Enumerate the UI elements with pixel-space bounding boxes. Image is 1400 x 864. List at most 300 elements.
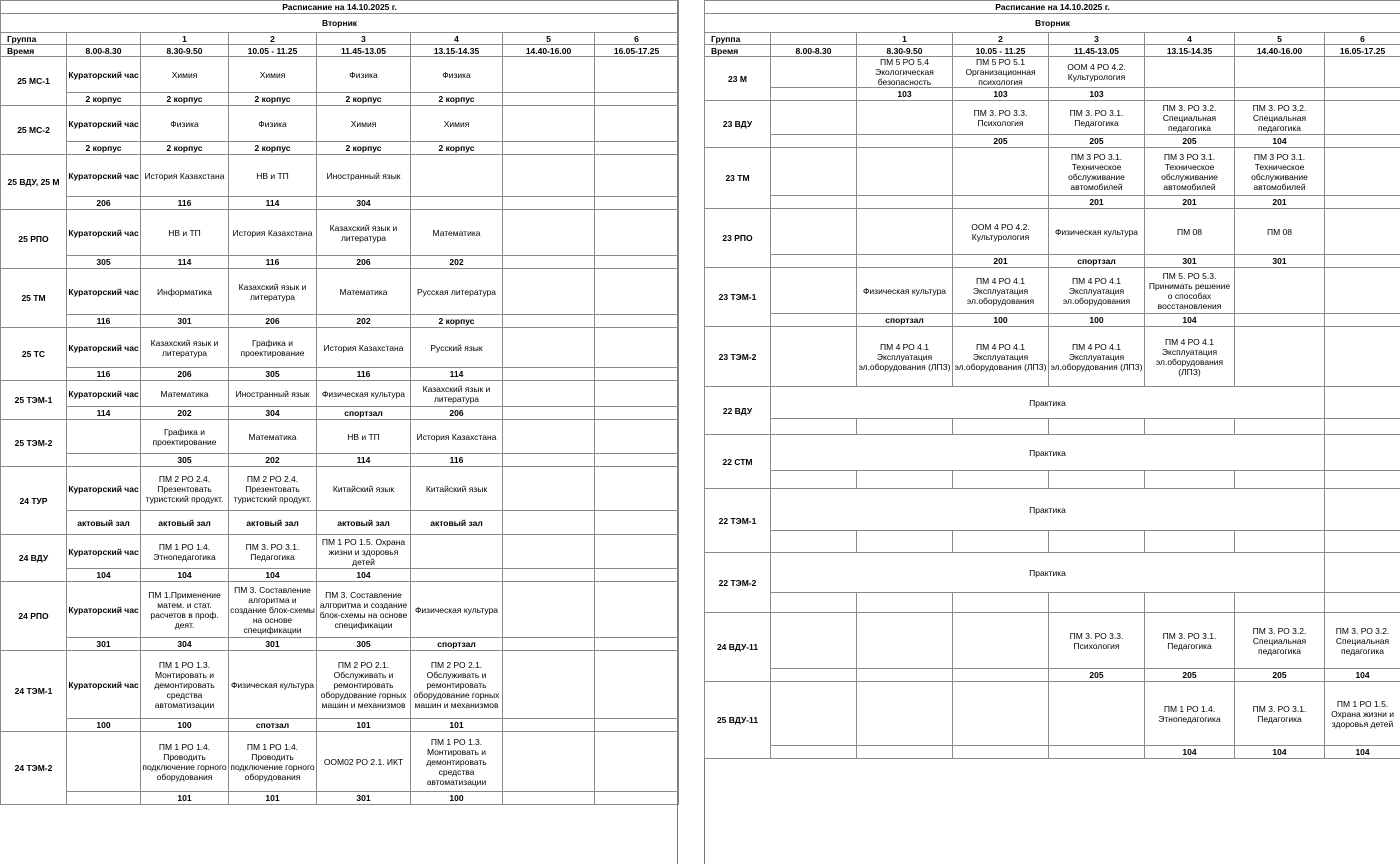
room-cell: 116 bbox=[317, 368, 411, 381]
group-room-row bbox=[705, 88, 1400, 101]
subject-cell bbox=[595, 269, 679, 315]
room-cell: 104 bbox=[1145, 314, 1235, 327]
room-cell: 201 bbox=[1145, 196, 1235, 209]
group-room-row bbox=[705, 314, 1400, 327]
subject-cell bbox=[503, 420, 595, 454]
time-header-row bbox=[1, 45, 679, 57]
room-cell bbox=[953, 669, 1049, 682]
room-cell bbox=[503, 511, 595, 535]
left-schedule-sheet bbox=[0, 0, 678, 805]
subject-cell: Казахский язык и литература bbox=[141, 328, 229, 368]
group-room-row bbox=[705, 531, 1400, 553]
schedule-cell bbox=[1325, 553, 1400, 593]
subject-cell: Иностранный язык bbox=[229, 381, 317, 407]
room-cell bbox=[595, 719, 679, 732]
room-cell: 2 корпус bbox=[317, 93, 411, 106]
room-cell bbox=[1145, 531, 1235, 553]
room-cell bbox=[503, 792, 595, 805]
room-cell: 104 bbox=[317, 569, 411, 582]
group-room-row bbox=[1, 407, 679, 420]
room-cell: 104 bbox=[1325, 669, 1400, 682]
title-row bbox=[705, 1, 1400, 14]
room-cell: 104 bbox=[1145, 746, 1235, 759]
pair-number: 1 bbox=[857, 33, 953, 45]
group-room-row bbox=[1, 511, 679, 535]
subject-cell bbox=[771, 57, 857, 88]
room-cell: 2 корпус bbox=[317, 142, 411, 155]
room-cell bbox=[1145, 471, 1235, 489]
room-cell bbox=[595, 569, 679, 582]
room-cell bbox=[857, 593, 953, 613]
group-subject-row bbox=[1, 420, 679, 454]
room-cell: 104 bbox=[67, 569, 141, 582]
subject-cell: ПМ 1 РО 1.5. Охрана жизни и здоровья детей bbox=[317, 535, 411, 569]
room-cell: 206 bbox=[411, 407, 503, 420]
subject-cell: Физика bbox=[411, 57, 503, 93]
group-name: 23 М bbox=[705, 57, 771, 101]
subject-cell: ООМ02 РО 2.1. ИКТ bbox=[317, 732, 411, 792]
subject-cell: Химия bbox=[229, 57, 317, 93]
subject-cell bbox=[953, 682, 1049, 746]
group-subject-row bbox=[1, 269, 679, 315]
room-cell: 101 bbox=[229, 792, 317, 805]
room-cell bbox=[503, 197, 595, 210]
group-room-row bbox=[1, 454, 679, 467]
subject-cell: Информатика bbox=[141, 269, 229, 315]
time-header: Время bbox=[705, 45, 771, 57]
subject-cell: ПМ 3. РО 3.3. Психология bbox=[1049, 613, 1145, 669]
room-cell bbox=[771, 471, 857, 489]
room-cell: 206 bbox=[67, 197, 141, 210]
subject-cell: Математика bbox=[229, 420, 317, 454]
subject-cell bbox=[503, 210, 595, 256]
subject-cell: Китайский язык bbox=[411, 467, 503, 511]
room-cell: 100 bbox=[411, 792, 503, 805]
practice-label: Практика bbox=[771, 387, 1325, 419]
subject-cell bbox=[953, 148, 1049, 196]
group-name: 24 ТУР bbox=[1, 467, 67, 535]
subject-cell bbox=[503, 57, 595, 93]
group-room-row bbox=[1, 638, 679, 651]
subject-cell: История Казахстана bbox=[411, 420, 503, 454]
subject-cell: ПМ 2 РО 2.1. Обслуживать и ремонтировать оборудование горных машин и механизмов bbox=[317, 651, 411, 719]
room-cell: 2 корпус bbox=[229, 142, 317, 155]
room-cell bbox=[595, 256, 679, 269]
group-subject-row bbox=[705, 613, 1400, 669]
room-cell bbox=[1325, 135, 1400, 148]
room-cell: 100 bbox=[1049, 314, 1145, 327]
subject-cell bbox=[1049, 682, 1145, 746]
subject-cell bbox=[595, 535, 679, 569]
subject-cell bbox=[595, 651, 679, 719]
room-cell bbox=[595, 407, 679, 420]
curator-hour-cell: Кураторский час bbox=[67, 582, 141, 638]
subject-cell: ООМ 4 РО 4.2. Культурология bbox=[953, 209, 1049, 255]
subject-cell bbox=[503, 381, 595, 407]
room-cell bbox=[771, 196, 857, 209]
room-cell: 103 bbox=[857, 88, 953, 101]
subject-cell bbox=[1325, 57, 1400, 88]
room-cell: 104 bbox=[1235, 135, 1325, 148]
group-subject-row bbox=[705, 209, 1400, 255]
subject-cell: ПМ 1 РО 1.3. Монтировать и демонтировать средства автоматизации bbox=[411, 732, 503, 792]
group-subject-row bbox=[1, 106, 679, 142]
room-cell: 2 корпус bbox=[141, 93, 229, 106]
subject-cell: ПМ 3 РО 3.1. Техническое обслуживание автомобилей bbox=[1049, 148, 1145, 196]
group-room-row bbox=[705, 471, 1400, 489]
subject-cell bbox=[503, 651, 595, 719]
time-slot: 13.15-14.35 bbox=[411, 45, 503, 57]
room-cell: 114 bbox=[229, 197, 317, 210]
right-schedule-sheet bbox=[704, 0, 1400, 759]
room-cell bbox=[1325, 593, 1400, 613]
subject-cell: ПМ 3. РО 3.1. Педагогика bbox=[1235, 682, 1325, 746]
room-cell: 301 bbox=[1145, 255, 1235, 268]
title-row bbox=[1, 1, 679, 14]
subject-cell: История Казахстана bbox=[317, 328, 411, 368]
subject-cell bbox=[857, 209, 953, 255]
room-cell bbox=[1235, 531, 1325, 553]
practice-label: Практика bbox=[771, 489, 1325, 531]
room-cell: спортзал bbox=[857, 314, 953, 327]
subject-cell: Физическая культура bbox=[857, 268, 953, 314]
room-cell bbox=[953, 196, 1049, 209]
room-cell: 114 bbox=[411, 368, 503, 381]
group-name: 23 ВДУ bbox=[705, 101, 771, 148]
room-cell bbox=[67, 454, 141, 467]
group-subject-row bbox=[705, 101, 1400, 135]
room-cell: актовый зал bbox=[67, 511, 141, 535]
room-cell bbox=[1325, 471, 1400, 489]
group-name: 25 ТС bbox=[1, 328, 67, 381]
room-cell bbox=[595, 511, 679, 535]
room-cell bbox=[1325, 255, 1400, 268]
room-cell bbox=[1325, 196, 1400, 209]
group-subject-row bbox=[1, 57, 679, 93]
curator-hour-cell: Кураторский час bbox=[67, 381, 141, 407]
group-subject-row bbox=[705, 682, 1400, 746]
subject-cell bbox=[771, 209, 857, 255]
subject-cell: Физическая культура bbox=[411, 582, 503, 638]
room-cell bbox=[771, 593, 857, 613]
time-slot: 8.30-9.50 bbox=[141, 45, 229, 57]
subject-cell bbox=[67, 732, 141, 792]
group-name: 25 ТЭМ-2 bbox=[1, 420, 67, 467]
room-cell: 114 bbox=[67, 407, 141, 420]
subject-cell bbox=[595, 57, 679, 93]
subject-cell bbox=[857, 101, 953, 135]
pair-number bbox=[771, 33, 857, 45]
subject-cell bbox=[1325, 209, 1400, 255]
subject-cell: История Казахстана bbox=[141, 155, 229, 197]
room-cell bbox=[503, 142, 595, 155]
room-cell: 305 bbox=[317, 638, 411, 651]
room-cell bbox=[857, 135, 953, 148]
right-schedule-table bbox=[704, 0, 1400, 759]
room-cell bbox=[411, 569, 503, 582]
group-subject-row bbox=[1, 732, 679, 792]
subject-cell bbox=[1325, 101, 1400, 135]
room-cell bbox=[1049, 471, 1145, 489]
room-cell bbox=[503, 368, 595, 381]
room-cell: 2 корпус bbox=[229, 93, 317, 106]
subject-cell: Физика bbox=[317, 57, 411, 93]
room-cell: 301 bbox=[317, 792, 411, 805]
room-cell: 206 bbox=[141, 368, 229, 381]
schedule-title: Расписание на 14.10.2025 г. bbox=[1, 1, 679, 14]
room-cell: 116 bbox=[141, 197, 229, 210]
time-slot: 16.05-17.25 bbox=[595, 45, 679, 57]
subject-cell bbox=[1325, 268, 1400, 314]
group-room-row bbox=[1, 142, 679, 155]
subject-cell bbox=[595, 155, 679, 197]
room-cell bbox=[595, 315, 679, 328]
practice-label: Практика bbox=[771, 553, 1325, 593]
time-slot: 8.00-8.30 bbox=[771, 45, 857, 57]
room-cell: 104 bbox=[1235, 746, 1325, 759]
subject-cell bbox=[503, 582, 595, 638]
subject-cell: Казахский язык и литература bbox=[317, 210, 411, 256]
group-room-row bbox=[705, 593, 1400, 613]
time-slot: 14.40-16.00 bbox=[1235, 45, 1325, 57]
pair-header-row bbox=[1, 33, 679, 45]
room-cell: 116 bbox=[67, 315, 141, 328]
subject-cell: ПМ 3. РО 3.2. Специальная педагогика bbox=[1235, 101, 1325, 135]
room-cell: 201 bbox=[953, 255, 1049, 268]
room-cell bbox=[771, 669, 857, 682]
room-cell bbox=[595, 197, 679, 210]
room-cell bbox=[857, 746, 953, 759]
subject-cell bbox=[595, 106, 679, 142]
time-header: Время bbox=[1, 45, 67, 57]
subject-cell: ПМ 4 РО 4.1 Эксплуатация эл.оборудования (ЛПЗ) bbox=[857, 327, 953, 387]
pair-number bbox=[67, 33, 141, 45]
subject-cell: ПМ 1 РО 1.4. Этнопедагогика bbox=[1145, 682, 1235, 746]
room-cell: 206 bbox=[317, 256, 411, 269]
room-cell: 2 корпус bbox=[67, 93, 141, 106]
room-cell: 103 bbox=[953, 88, 1049, 101]
group-name: 25 ТЭМ-1 bbox=[1, 381, 67, 420]
pair-number: 3 bbox=[1049, 33, 1145, 45]
room-cell bbox=[771, 255, 857, 268]
day-row bbox=[705, 14, 1400, 33]
time-slot: 11.45-13.05 bbox=[1049, 45, 1145, 57]
pair-number: 6 bbox=[595, 33, 679, 45]
room-cell: 2 корпус bbox=[411, 315, 503, 328]
room-cell: 202 bbox=[411, 256, 503, 269]
room-cell: 305 bbox=[141, 454, 229, 467]
room-cell bbox=[1325, 419, 1400, 435]
time-slot: 16.05-17.25 bbox=[1325, 45, 1400, 57]
group-room-row bbox=[705, 746, 1400, 759]
subject-cell: ПМ 3. РО 3.2. Специальная педагогика bbox=[1145, 101, 1235, 135]
room-cell bbox=[67, 792, 141, 805]
group-name: 23 ТЭМ-2 bbox=[705, 327, 771, 387]
room-cell bbox=[595, 368, 679, 381]
subject-cell bbox=[503, 535, 595, 569]
room-cell bbox=[503, 638, 595, 651]
schedule-title: Расписание на 14.10.2025 г. bbox=[705, 1, 1400, 14]
group-subject-row bbox=[1, 328, 679, 368]
room-cell bbox=[857, 419, 953, 435]
subject-cell: Химия bbox=[411, 106, 503, 142]
group-name: 24 ВДУ-11 bbox=[705, 613, 771, 682]
schedule-cell bbox=[1325, 387, 1400, 419]
room-cell: 114 bbox=[317, 454, 411, 467]
group-subject-row bbox=[705, 489, 1400, 531]
subject-cell: НВ и ТП bbox=[229, 155, 317, 197]
group-room-row bbox=[1, 719, 679, 732]
room-cell: 101 bbox=[411, 719, 503, 732]
subject-cell bbox=[595, 381, 679, 407]
subject-cell: Графика и проектирование bbox=[229, 328, 317, 368]
group-subject-row bbox=[1, 535, 679, 569]
subject-cell bbox=[857, 148, 953, 196]
subject-cell bbox=[1235, 327, 1325, 387]
group-name: 24 ВДУ bbox=[1, 535, 67, 582]
room-cell bbox=[1235, 593, 1325, 613]
subject-cell bbox=[67, 420, 141, 454]
group-subject-row bbox=[1, 651, 679, 719]
room-cell: 304 bbox=[141, 638, 229, 651]
group-name: 24 ТЭМ-1 bbox=[1, 651, 67, 732]
pair-number: 5 bbox=[503, 33, 595, 45]
room-cell bbox=[771, 531, 857, 553]
room-cell bbox=[1049, 531, 1145, 553]
room-cell: 100 bbox=[953, 314, 1049, 327]
room-cell bbox=[503, 569, 595, 582]
subject-cell: Математика bbox=[411, 210, 503, 256]
subject-cell bbox=[1235, 57, 1325, 88]
curator-hour-cell: Кураторский час bbox=[67, 210, 141, 256]
subject-cell bbox=[595, 420, 679, 454]
subject-cell: Физическая культура bbox=[317, 381, 411, 407]
subject-cell: История Казахстана bbox=[229, 210, 317, 256]
subject-cell: ПМ 1 РО 1.4. Проводить подключение горного оборудования bbox=[141, 732, 229, 792]
group-name: 22 ТЭМ-1 bbox=[705, 489, 771, 553]
subject-cell: ПМ 3. РО 3.2. Специальная педагогика bbox=[1325, 613, 1400, 669]
group-name: 24 ТЭМ-2 bbox=[1, 732, 67, 805]
subject-cell bbox=[771, 682, 857, 746]
subject-cell bbox=[595, 732, 679, 792]
room-cell: 205 bbox=[1145, 135, 1235, 148]
practice-label: Практика bbox=[771, 435, 1325, 471]
room-cell bbox=[1049, 746, 1145, 759]
time-slot: 8.00-8.30 bbox=[67, 45, 141, 57]
subject-cell bbox=[503, 155, 595, 197]
room-cell: 2 корпус bbox=[141, 142, 229, 155]
group-room-row bbox=[1, 792, 679, 805]
subject-cell: ПМ 3. РО 3.2. Специальная педагогика bbox=[1235, 613, 1325, 669]
subject-cell: ПМ 3. Составление алгоритма и создание блок-схемы на основе спецификации bbox=[317, 582, 411, 638]
group-room-row bbox=[1, 368, 679, 381]
room-cell bbox=[1049, 593, 1145, 613]
room-cell bbox=[1145, 593, 1235, 613]
curator-hour-cell: Кураторский час bbox=[67, 651, 141, 719]
room-cell bbox=[857, 255, 953, 268]
subject-cell: Физическая культура bbox=[1049, 209, 1145, 255]
group-subject-row bbox=[705, 387, 1400, 419]
room-cell: 116 bbox=[411, 454, 503, 467]
room-cell bbox=[595, 93, 679, 106]
room-cell: актовый зал bbox=[317, 511, 411, 535]
room-cell bbox=[1049, 419, 1145, 435]
room-cell: 301 bbox=[1235, 255, 1325, 268]
subject-cell: Казахский язык и литература bbox=[411, 381, 503, 407]
subject-cell bbox=[595, 582, 679, 638]
group-room-row bbox=[705, 196, 1400, 209]
subject-cell: ПМ 4 РО 4.1 Эксплуатация эл.оборудования bbox=[953, 268, 1049, 314]
day-label: Вторник bbox=[705, 14, 1400, 33]
subject-cell: ПМ 5. РО 5.3. Принимать решение о способах восстановления bbox=[1145, 268, 1235, 314]
pair-number: 4 bbox=[1145, 33, 1235, 45]
room-cell: 202 bbox=[141, 407, 229, 420]
subject-cell: ПМ 2 РО 2.4. Презентовать туристский продукт. bbox=[229, 467, 317, 511]
room-cell bbox=[595, 454, 679, 467]
room-cell: 114 bbox=[141, 256, 229, 269]
group-room-row bbox=[705, 135, 1400, 148]
subject-cell: Русская литература bbox=[411, 269, 503, 315]
group-room-row bbox=[705, 255, 1400, 268]
room-cell bbox=[857, 531, 953, 553]
group-room-row bbox=[1, 197, 679, 210]
room-cell bbox=[1325, 314, 1400, 327]
room-cell bbox=[953, 471, 1049, 489]
group-subject-row bbox=[1, 467, 679, 511]
subject-cell bbox=[1325, 148, 1400, 196]
subject-cell bbox=[953, 613, 1049, 669]
room-cell: 100 bbox=[67, 719, 141, 732]
room-cell: 104 bbox=[141, 569, 229, 582]
room-cell bbox=[771, 88, 857, 101]
subject-cell bbox=[503, 106, 595, 142]
room-cell bbox=[953, 531, 1049, 553]
room-cell bbox=[503, 93, 595, 106]
day-label: Вторник bbox=[1, 14, 679, 33]
group-subject-row bbox=[705, 553, 1400, 593]
room-cell: актовый зал bbox=[411, 511, 503, 535]
room-cell bbox=[503, 315, 595, 328]
curator-hour-cell: Кураторский час bbox=[67, 57, 141, 93]
subject-cell: Математика bbox=[317, 269, 411, 315]
room-cell: 103 bbox=[1049, 88, 1145, 101]
room-cell bbox=[595, 142, 679, 155]
group-header: Группа bbox=[1, 33, 67, 45]
room-cell bbox=[1235, 88, 1325, 101]
subject-cell: ПМ 4 РО 4.1 Эксплуатация эл.оборудования (ЛПЗ) bbox=[1049, 327, 1145, 387]
room-cell bbox=[771, 135, 857, 148]
group-name: 25 ТМ bbox=[1, 269, 67, 328]
subject-cell bbox=[857, 613, 953, 669]
room-cell bbox=[857, 196, 953, 209]
room-cell bbox=[1235, 419, 1325, 435]
subject-cell bbox=[595, 210, 679, 256]
group-name: 25 РПО bbox=[1, 210, 67, 269]
group-room-row bbox=[705, 419, 1400, 435]
subject-cell bbox=[503, 328, 595, 368]
time-slot: 8.30-9.50 bbox=[857, 45, 953, 57]
subject-cell: ПМ 3. Составление алгоритма и создание блок-схемы на основе спецификации bbox=[229, 582, 317, 638]
group-subject-row bbox=[705, 268, 1400, 314]
room-cell: 205 bbox=[953, 135, 1049, 148]
time-header-row bbox=[705, 45, 1400, 57]
room-cell: 301 bbox=[229, 638, 317, 651]
curator-hour-cell: Кураторский час bbox=[67, 155, 141, 197]
subject-cell: ПМ 3. РО 3.1. Педагогика bbox=[1145, 613, 1235, 669]
subject-cell bbox=[771, 613, 857, 669]
subject-cell bbox=[1145, 57, 1235, 88]
curator-hour-cell: Кураторский час bbox=[67, 535, 141, 569]
